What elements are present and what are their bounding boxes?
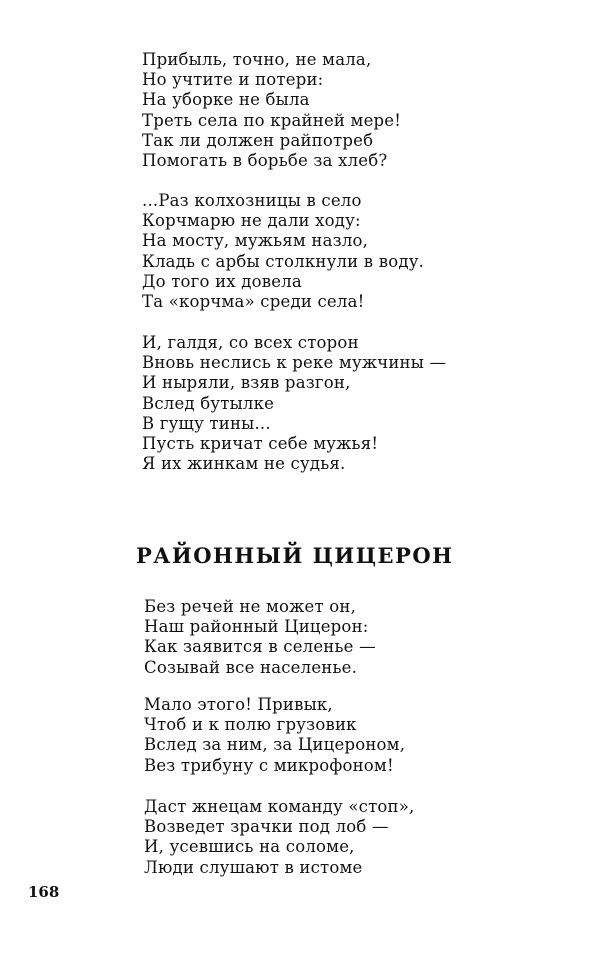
poem-line: Мало этого! Привык,	[144, 695, 333, 714]
poem1-stanza-3	[142, 333, 446, 474]
poem-line: ...Раз колхозницы в село	[142, 191, 362, 210]
poem-line: И, усевшись на соломе,	[144, 837, 355, 857]
poem-line: Треть села по крайней мере!	[142, 110, 402, 130]
poem2-stanza-2	[144, 695, 405, 776]
poem-line: И, галдя, со всех сторон	[142, 333, 359, 352]
poem-line: Прибыль, точно, не мала,	[142, 50, 372, 69]
poem2-stanza-3	[144, 797, 415, 878]
poem-line: Созывай все населенье.	[144, 657, 358, 677]
poem-line: На мосту, мужьям назло,	[142, 231, 369, 251]
poem-line: Вез трибуну с микрофоном!	[144, 755, 394, 775]
poem-line: Наш районный Цицерон:	[144, 617, 369, 637]
poem-line: Пусть кричат себе мужья!	[142, 434, 379, 454]
poem-line: Кладь с арбы столкнули в воду.	[142, 251, 425, 271]
poem-line: Без речей не может он,	[144, 597, 357, 616]
poem-line: На уборке не была	[142, 90, 310, 110]
poem-title: РАЙОННЫЙ ЦИЦЕРОН	[136, 543, 454, 568]
poem-line: Вслед за ним, за Цицероном,	[144, 735, 406, 755]
poem-line: Вновь неслись к реке мужчины —	[142, 353, 447, 373]
poem-line: Вслед бутылке	[142, 393, 275, 413]
poem-line: Чтоб и к полю грузовик	[144, 715, 357, 735]
poem-line: В гущу тины...	[142, 413, 271, 433]
poem2-stanza-1	[144, 597, 376, 678]
poem-line: Та «корчма» среди села!	[142, 292, 365, 312]
poem-line: Даст жнецам команду «стоп»,	[144, 797, 415, 816]
poem-line: Так ли должен райпотреб	[142, 130, 374, 150]
poem-line: Я их жинкам не судья.	[142, 454, 346, 474]
poem-line: Но учтите и потери:	[142, 70, 324, 90]
poem-line: Люди слушают в истоме	[144, 857, 363, 877]
poem1-stanza-2	[142, 191, 424, 312]
poem-line: И ныряли, взяв разгон,	[142, 373, 351, 393]
poem1-stanza-1	[142, 50, 401, 171]
poem-line: До того их довела	[142, 271, 302, 291]
page-number: 168	[28, 883, 60, 901]
poem-line: Помогать в борьбе за хлеб?	[142, 151, 388, 171]
poem-line: Возведет зрачки под лоб —	[144, 817, 389, 837]
poem-line: Корчмарю не дали ходу:	[142, 211, 361, 231]
poem-line: Как заявится в селенье —	[144, 637, 376, 657]
